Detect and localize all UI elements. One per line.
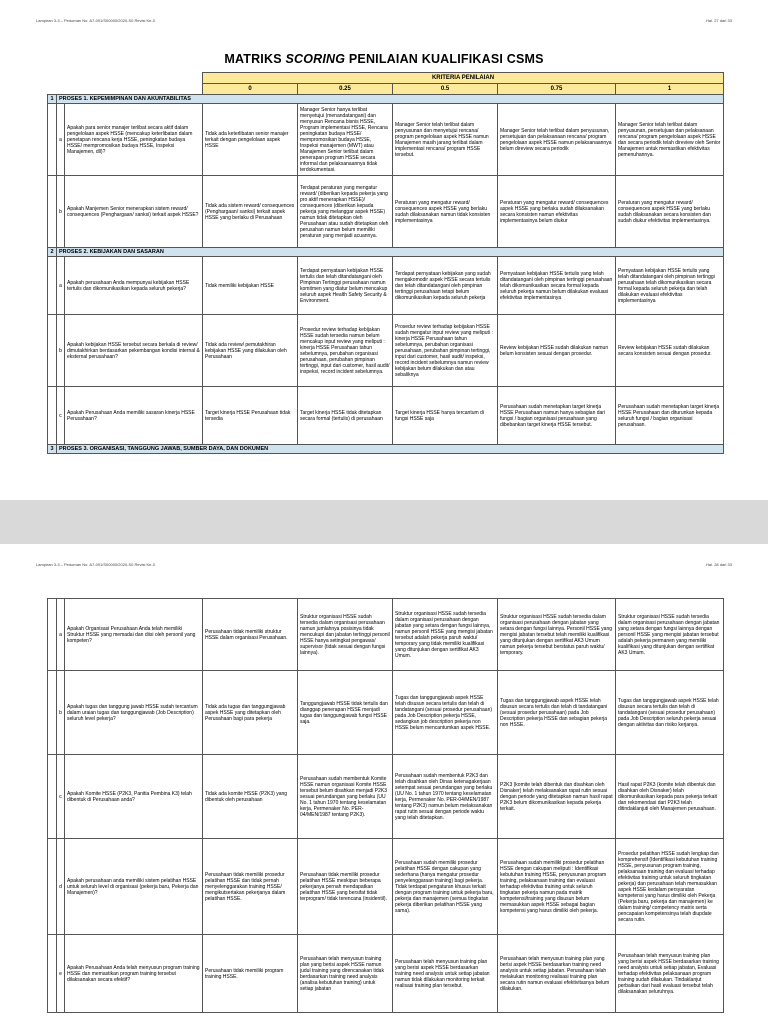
criteria-cell: Terdapat pernyataan kebijakan HSSE tertulis dan telah ditandatangani oleh Pimpinan Tertinggi perusahaan namun komitmen yang diatur belum mencakup seluruh aspek Health Safety Security & Environment. xyxy=(298,257,393,315)
criteria-cell: Perusahaan sudah membentuk Komite HSSE namun organisasi Komite HSSE tersebut belum disahkan menjadi P2K3 sesuai perundangan yang berlaku (UU No. 1 tahun 1970 tentang keselamatan kerja, Permenaker No. PER-04/MEN/1987 tentang P2K3). xyxy=(298,755,393,839)
section-title: PROSES 2. KEBIJAKAN DAN SASARAN xyxy=(57,248,724,257)
page-number: Hal. 28 dari 33 xyxy=(705,562,732,567)
criteria-cell: Perusahaan telah menyusun training plan yang berisi aspek HSSE berdasarkan training need analysis untuk setiap jabatan namun tidak dilakukan monitoring terkait realisasi training plan tersebut. xyxy=(393,935,498,1013)
criteria-cell: Tidak ada tugas dan tanggungjawab aspek HSSE yang ditetapkan oleh Perusahaan bagi para pekerja xyxy=(203,671,298,755)
scoring-matrix-table-continued xyxy=(47,598,724,1013)
criteria-cell: Perusahaan tidak memiliki program training HSSE. xyxy=(203,935,298,1013)
criteria-cell: Pernyataan kebijakan HSSE tertulis yang telah ditandatangani oleh pimpinan tertinggi perusahaan telah dikomunikasikan secara formal kepada seluruh pekerja dan telah dilakukan evaluasi efektivitas implementasinya xyxy=(616,257,724,315)
criteria-cell: Tugas dan tanggungjawab aspek HSSE telah disusun secara tertulis dan telah di tandatangani (sesuai prosedur perusahaan) pada Job Description pekerja HSSE dan sebagian pekerja non HSSE. xyxy=(498,671,616,755)
criteria-cell: Target kinerja HSSE Perusahaan tidak tersedia xyxy=(203,387,298,445)
page-header xyxy=(36,18,732,28)
table-row: b Apakah tugas dan tanggung jawab HSSE sudah tercantum dalam uraian tugas dan tanggungjawab (Job Description) seluruh level pekerja? Tidak ada tugas dan tanggungjawab aspek HSSE yang ditetapkan oleh Perusahaan bagi para pekerja Tanggungjawab HSSE tidak tertulis dan dianggap penerapan HSSE menjadi tugas dan tanggungjawab fungsi HSSE saja. Tugas dan tanggungjawab aspek HSSE telah disusun secara tertulis dan telah di tandatangani (sesuai prosedur perusahaan) pada Job Description pekerja HSSE, sedangkan job description pekerja non HSSE belum mencantumkan aspek HSSE. Tugas dan tanggungjawab aspek HSSE telah disusun secara tertulis dan telah di tandatangani (sesuai prosedur perusahaan) pada Job Description pekerja HSSE dan sebagian pekerja non HSSE. Tugas dan tanggungjawab aspek HSSE telah disusun secara tertulis dan telah di tandatangani (sesuai prosedur perusahaan) pada Job Description seluruh pekerja sesuai dengan aktivitas dan risiko kerjanya. xyxy=(48,671,724,755)
question-cell: Apakah kebijakan HSSE tersebut secara berkala di review/ dimutakhirkan berdasarkan pekembangan kondisi internal & eksternal perusahaan? xyxy=(65,315,203,387)
criteria-cell: Tidak ada review/ pemutakhiran kebijakan HSSE yang dilakukan oleh Perusahaan xyxy=(203,315,298,387)
section-row: 1 PROSES 1. KEPEMIMPINAN DAN AKUNTABILITAS xyxy=(48,95,724,104)
criteria-cell: Perusahaan tidak memiliki struktur HSSE dalam organisasi Perusahaan. xyxy=(203,599,298,671)
criteria-cell: Manager Senior telah terlibat dalam penyusunan, persetujuan dan pelaksanaan rencana/ program pengelolaan aspek HSSE dan secara periodik telah direview oleh Senior Manajemen untuk memastikan efektivitas pemenuhannya. xyxy=(616,104,724,176)
criteria-cell: Tidak memiliki kebijakan HSSE xyxy=(203,257,298,315)
criteria-cell: Pernyataan kebijakan HSSE tertulis yang telah ditandatangani oleh pimpinan tertinggi perusahaan telah dikomunikasikan secara formal kepada seluruh pekerja namun belum dilakukan evaluasi efektivitas implementasinya xyxy=(498,257,616,315)
criteria-cell: Peraturan yang mengatur reward/ consequences aspek HSSE yang berlaku sudah dilaksanakan secara konsisten dan sudah diukur efektivitas implementasinya. xyxy=(616,176,724,248)
criteria-cell: Manager Senior telah terlibat dalam penyusunan, persetujuan dan pelaksanaan rencana/ program pengelolaan aspek HSSE namun pelaksanaannya belum direview secara periodik xyxy=(498,104,616,176)
criteria-header: KRITERIA PENILAIAN xyxy=(203,73,724,84)
criteria-cell: Target kinerja HSSE hanya tercantum di fungsi HSSE saja xyxy=(393,387,498,445)
criteria-cell: Tugas dan tanggungjawab aspek HSSE telah disusun secara tertulis dan telah di tandatangani (sesuai prosedur perusahaan) pada Job Description pekerja HSSE, sedangkan job description pekerja non HSSE belum mencantumkan aspek HSSE. xyxy=(393,671,498,755)
header-left: Lampiran 3-3 – Pedoman No. A7-001/S00000/2020-S0 Revisi Ke-0 xyxy=(36,18,155,23)
page-header xyxy=(36,562,732,572)
table-row: c Apakah Perusahaan Anda memiliki sasaran kinerja HSSE Perusahaan? Target kinerja HSSE Perusahaan tidak tersedia Target kinerja HSSE tidak ditetapkan secara formal (tertulis) di perusahaan Target kinerja HSSE hanya tercantum di fungsi HSSE saja Perusahaan sudah menetapkan target kinerja HSSE Perusahaan namun hanya sebagian dari fungsi / bagian organisasi perusahaan yang dibebankan target kinerja HSSE tersebut. Perusahaan sudah menetapkan target kinerja HSSE Perusahaan dan diturunkan kepada seluruh fungsi / bagian organisasi perusahaan. xyxy=(48,387,724,445)
table-row: a Apakah perusahaan Anda mempunyai kebijakan HSSE tertulis dan dikomunikasikan kepada seluruh pekerja? Tidak memiliki kebijakan HSSE Terdapat pernyataan kebijakan HSSE tertulis dan telah ditandatangani oleh Pimpinan Tertinggi perusahaan namun komitmen yang diatur belum mencakup seluruh aspek Health Safety Security & Environment. Terdapat pernyataan kebijakan yang sudah mengakomodir aspek HSSE secara tertulis dan telah ditandatangani oleh pimpinan tertinggi perusahaan tetapi belum dikomunikasikan kepada seluruh pekerja Pernyataan kebijakan HSSE tertulis yang telah ditandatangani oleh pimpinan tertinggi perusahaan telah dikomunikasikan secara formal kepada seluruh pekerja namun belum dilakukan evaluasi efektivitas implementasinya Pernyataan kebijakan HSSE tertulis yang telah ditandatangani oleh pimpinan tertinggi perusahaan telah dikomunikasikan secara formal kepada seluruh pekerja dan telah dilakukan evaluasi efektivitas implementasinya xyxy=(48,257,724,315)
criteria-cell: Review kebijakan HSSE sudah dilakukan namun belum konsisten sesuai dengan prosedur. xyxy=(498,315,616,387)
criteria-cell: Manager Senior telah terlibat dalam penyusunan dan menyetujui rencana/ program pengelolaan aspek HSSE namun Manajemen masih jarang terlibat dalam implementasi rencana/ program HSSE tersebut. xyxy=(393,104,498,176)
criteria-cell: Struktur organisasi HSSE sudah tersedia dalam organisasi perusahaan dengan jabatan yang setara dengan fungsi lainnya. Personil HSSE yang mengisi jabatan tersebut telah memiliki kualifikasi yang ditunjukan dengan sertifikat AK3 Umum namun pekerja tersebut berstatus paruh waktu/ temporary. xyxy=(498,599,616,671)
criteria-cell: Perusahaan telah menyusun training plan yang berisi aspek HSSE berdasarkan training need analysis untuk setiap jabatan, Evaluasi terhadap efektivitas pelaksanaan program training sudah dilakukan. Tindaklanjut perbaikan dari hasil evaluasi tersebut telah dilaksanakan seluruhnya. xyxy=(616,935,724,1013)
table-row: b Apakah Manjemen Senior menerapkan sistem reward/ consequences (Penghargaan/ sanksi) terkait aspek HSSE? Tidak ada sistem reward/ consequences (Penghargaan/ sanksi) terkait aspek HSSE yang berlaku di Perusahaan Terdapat peraturan yang mengatur reward/ (diberikan kepada pekerja yang pro aktif menerapkan HSSE)/ consequences (diberikan kepada pekerja yang melanggar aspek HSSE) namun tidak ditetapkan oleh Perusahaan atau sudah ditetapkan oleh perusahan namun belum memiliki peraturan yang menjadi acuannya. Peraturan yang mengatur reward/ consequences aspek HSSE yang berlaku sudah dilaksanakan namun tidak konsisten implementasinya Peraturan yang mengatur reward/ consequences aspek HSSE yang berlaku sudah dilaksanakan secara konsisten namun efektivitas implementasinya belum diukur Peraturan yang mengatur reward/ consequences aspek HSSE yang berlaku sudah dilaksanakan secara konsisten dan sudah diukur efektivitas implementasinya. xyxy=(48,176,724,248)
criteria-cell: Perusahaan tidak memiliki prosedur pelatihan HSSE dan tidak pernah menyelenggarakan training HSSE/ mengikutsertakan pekerjanya dalam pelatihan HSSE. xyxy=(203,839,298,935)
scoring-matrix-table xyxy=(47,72,724,454)
score-header: 0.75 xyxy=(498,84,616,95)
criteria-cell: Perusahaan sudah menetapkan target kinerja HSSE Perusahaan namun hanya sebagian dari fungsi / bagian organisasi perusahaan yang dibebankan target kinerja HSSE tersebut. xyxy=(498,387,616,445)
question-cell: Apakah perusahaan anda memiliki sistem pelatihan HSSE untuk seluruh level di organisasi (pekerja baru, Pekerja dan Manajemen)? xyxy=(65,839,203,935)
page-number: Hal. 27 dari 33 xyxy=(705,18,732,23)
question-cell: Apakah Perusahaan Anda telah menyusun program training HSSE dan memastikan program training tersebut dilaksanakan secara efektif? xyxy=(65,935,203,1013)
criteria-cell: Prosedur review terhadap kebijakan HSSE sudah mengatur input review yang meliputi : kinerja HSSE Perusahaan tahun sebelumnya, perubahan organisasi perusahaan, perubahan pimpinan tertinggi, input dari customer, hasil audit/ inspeksi, record incident sebelumnya namun review kebijakan belum dilakukan dan atau sebaliknya xyxy=(393,315,498,387)
criteria-cell: Perusahaan telah menyusun training plan yang berisi aspek HSSE namun judul training yang direncanakan tidak berdasarkan training need analysis (analisa kebutuhan training) untuk setiap jabatan xyxy=(298,935,393,1013)
section-title: PROSES 3. ORGANISASI, TANGGUNG JAWAB, SUMBER DAYA, DAN DOKUMEN xyxy=(57,445,724,454)
question-cell: Apakah para senior manajer terlibat secara aktif dalam pengelolaan aspek HSSE (mencakup keterlibatan dalam penetapan rencana kerja HSSE, peningkatan budaya HSSE/ mempromosikan budaya HSSE, Inspeksi Manajemen, dll)? xyxy=(65,104,203,176)
criteria-cell: Terdapat peraturan yang mengatur reward/ (diberikan kepada pekerja yang pro aktif menerapkan HSSE)/ consequences (diberikan kepada pekerja yang melanggar aspek HSSE) namun tidak ditetapkan oleh Perusahaan atau sudah ditetapkan oleh perusahan namun belum memiliki peraturan yang menjadi acuannya. xyxy=(298,176,393,248)
criteria-cell: Peraturan yang mengatur reward/ consequences aspek HSSE yang berlaku sudah dilaksanakan namun tidak konsisten implementasinya xyxy=(393,176,498,248)
criteria-cell: Perusahaan sudah memiliki prosedur pelatihan HSSE dengan cakupan yang sederhana (hanya mengatur prosedur penyelenggaraan training) bagi pekerja. Tidak terdapat pengaturan khusus terkait dengan program training untuk pekerja baru, pekerja dan manajemen (semua tingkatan pekerja diberikan pelatihan HSSE yang sama). xyxy=(393,839,498,935)
criteria-cell: P2K3 (komite telah dibentuk dan disahkan oleh Disnaker) telah melaksanakan rapat rutin sesuai dengan periode yang ditetapkan namun hasil rapat P2K3 belum dikomunikasikan kepada pekerja terkait. xyxy=(498,755,616,839)
section-row: 3 PROSES 3. ORGANISASI, TANGGUNG JAWAB, SUMBER DAYA, DAN DOKUMEN xyxy=(48,445,724,454)
question-cell: Apakah perusahaan Anda mempunyai kebijakan HSSE tertulis dan dikomunikasikan kepada seluruh pekerja? xyxy=(65,257,203,315)
criteria-cell: Manager Senior hanya terlibat menyetujui (menandatangani) dan menyusun Rencana bisnis HSSE, Program implementasi HSSE, Rencana peningkatan budaya HSSE/ mempromosikan budaya HSSE, Inspeksi manajemen (MWT) atau Manajemen Senior terlibat dalam penerapan program HSSE secara informal dan pelaksanaannya tidak terdokumentasi. xyxy=(298,104,393,176)
criteria-cell: Perusahaan tidak memiliki prosedur pelatihan HSSE meskipun beberapa pekerjanya pernah mendapatkan pelatihan HSSE yang bersifat tidak terprogram/ tidak terencana (insidentil). xyxy=(298,839,393,935)
score-header: 0.5 xyxy=(393,84,498,95)
criteria-cell: Perusahaan sudah menetapkan target kinerja HSSE Perusahaan dan diturunkan kepada seluruh fungsi / bagian organisasi perusahaan. xyxy=(616,387,724,445)
criteria-cell: Perusahaan telah menyusun training plan yang berisi aspek HSSE berdasarkan training need analysis untuk setiap jabatan. Perusahaan telah melakukan monitoring realisasi training plan secara rutin namun evaluasi efektivitasnya belum dilakukan. xyxy=(498,935,616,1013)
question-cell: Apakah Organisasi Perusahaan Anda telah memiliki Struktur HSSE yang memadai dan diisi oleh personil yang kompeten? xyxy=(65,599,203,671)
criteria-cell: Review kebijakan HSSE sudah dilakukan secara konsisten sesuai dengan prosedur. xyxy=(616,315,724,387)
header-left: Lampiran 3-3 – Pedoman No. A7-001/S00000/2020-S0 Revisi Ke-0 xyxy=(36,562,155,567)
table-row: e Apakah Perusahaan Anda telah menyusun program training HSSE dan memastikan program training tersebut dilaksanakan secara efektif? Perusahaan tidak memiliki program training HSSE. Perusahaan telah menyusun training plan yang berisi aspek HSSE namun judul training yang direncanakan tidak berdasarkan training need analysis (analisa kebutuhan training) untuk setiap jabatan Perusahaan telah menyusun training plan yang berisi aspek HSSE berdasarkan training need analysis untuk setiap jabatan namun tidak dilakukan monitoring terkait realisasi training plan tersebut. Perusahaan telah menyusun training plan yang berisi aspek HSSE berdasarkan training need analysis untuk setiap jabatan. Perusahaan telah melakukan monitoring realisasi training plan secara rutin namun evaluasi efektivitasnya belum dilakukan. Perusahaan telah menyusun training plan yang berisi aspek HSSE berdasarkan training need analysis untuk setiap jabatan, Evaluasi terhadap efektivitas pelaksanaan program training sudah dilakukan. Tindaklanjut perbaikan dari hasil evaluasi tersebut telah dilaksanakan seluruhnya. xyxy=(48,935,724,1013)
criteria-cell: Prosedur pelatihan HSSE sudah lengkap dan komprehensif (Identifikasi kebutuhan training HSSE, penyusunan program training, pelaksanaan training dan evaluasi terhadap efektivitas training untuk seluruh tingkatan pekerja) dan perusahaan telah memasukkan aspek HSSE kedalam persyaratan kompetensi yang harus dimiliki oleh Pekerja (Pekerja baru, pekerja dan manajemen) ke dalam training/ competency matrix serta pencapaian kompetensinya telah diupdate secara rutin. xyxy=(616,839,724,935)
criteria-cell: Prosedur review terhadap kebijakan HSSE sudah tersedia namun belum mencakup input review yang meliputi : kinerja HSSE Perusahaan tahun sebelumnya, perubahan organisasi perusahaan, perubahan pimpinan tertinggi, input dari customer, hasil audit/ inspeksi, record incident sebelumnya. xyxy=(298,315,393,387)
criteria-cell: Terdapat pernyataan kebijakan yang sudah mengakomodir aspek HSSE secara tertulis dan telah ditandatangani oleh pimpinan tertinggi perusahaan tetapi belum dikomunikasikan kepada seluruh pekerja xyxy=(393,257,498,315)
table-row: d Apakah perusahaan anda memiliki sistem pelatihan HSSE untuk seluruh level di organisasi (pekerja baru, Pekerja dan Manajemen)? Perusahaan tidak memiliki prosedur pelatihan HSSE dan tidak pernah menyelenggarakan training HSSE/ mengikutsertakan pekerjanya dalam pelatihan HSSE. Perusahaan tidak memiliki prosedur pelatihan HSSE meskipun beberapa pekerjanya pernah mendapatkan pelatihan HSSE yang bersifat tidak terprogram/ tidak terencana (insidentil). Perusahaan sudah memiliki prosedur pelatihan HSSE dengan cakupan yang sederhana (hanya mengatur prosedur penyelenggaraan training) bagi pekerja. Tidak terdapat pengaturan khusus terkait dengan program training untuk pekerja baru, pekerja dan manajemen (semua tingkatan pekerja diberikan pelatihan HSSE yang sama). Perusahaan sudah memiliki prosedur pelatihan HSSE dengan cakupan meliputi : Identifikasi kebutuhan training HSSE, penyusunan program training, pelaksanaan training dan evaluasi terhadap efektivitas training untuk seluruh tingkatan pekerja namun pada matrik kompetensi/training yang disusun belum memasukkan aspek HSSE sebagai bagian kompetensi yang harus dimiliki oleh pekerja. Prosedur pelatihan HSSE sudah lengkap dan komprehensif (Identifikasi kebutuhan training HSSE, penyusunan program training, pelaksanaan training dan evaluasi terhadap efektivitas training untuk seluruh tingkatan pekerja) dan perusahaan telah memasukkan aspek HSSE kedalam persyaratan kompetensi yang harus dimiliki oleh Pekerja (Pekerja baru, pekerja dan manajemen) ke dalam training/ competency matrix serta pencapaian kompetensinya telah diupdate secara rutin. xyxy=(48,839,724,935)
question-cell: Apakah Perusahaan Anda memiliki sasaran kinerja HSSE Perusahaan? xyxy=(65,387,203,445)
table-row: a Apakah Organisasi Perusahaan Anda telah memiliki Struktur HSSE yang memadai dan diisi oleh personil yang kompeten? Perusahaan tidak memiliki struktur HSSE dalam organisasi Perusahaan. Struktur organisasi HSSE sudah tersedia dalam organisasi perusahaan namun jumlahnya posisinya tidak mencukupi dan jabatan tertinggi personil HSSE hanya setingkat pengawas/ supervisor (tidak sesuai dengan fungsi lainnya). Struktur organisasi HSSE sudah tersedia dalam organisasi perusahaan dengan jabatan yang setara dengan fungsi lainnya, namun personil HSSE yang mengisi jabatan tersebut adalah pekerja paruh waktu/ temporary yang tidak memiliki kualifikasi yang ditunjukan dengan sertifikat AK3 Umum. Struktur organisasi HSSE sudah tersedia dalam organisasi perusahaan dengan jabatan yang setara dengan fungsi lainnya. Personil HSSE yang mengisi jabatan tersebut telah memiliki kualifikasi yang ditunjukan dengan sertifikat AK3 Umum namun pekerja tersebut berstatus paruh waktu/ temporary. Struktur organisasi HSSE sudah tersedia dalam organisasi perusahaan dengan jabatan yang setara dengan fungsi lainnya dengan personil HSSE yang mengisi jabatan tersebut adalah pekerja permanen yang memiliki kualifikasi yang ditunjukan dengan sertifikat AK3 Umum. xyxy=(48,599,724,671)
score-header: 1 xyxy=(616,84,724,95)
score-header: 0.25 xyxy=(298,84,393,95)
criteria-cell: Tugas dan tanggungjawab aspek HSSE telah disusun secara tertulis dan telah di tandatangani (sesuai prosedur perusahaan) pada Job Description seluruh pekerja sesuai dengan aktivitas dan risiko kerjanya. xyxy=(616,671,724,755)
table-row: b Apakah kebijakan HSSE tersebut secara berkala di review/ dimutakhirkan berdasarkan pekembangan kondisi internal & eksternal perusahaan? Tidak ada review/ pemutakhiran kebijakan HSSE yang dilakukan oleh Perusahaan Prosedur review terhadap kebijakan HSSE sudah tersedia namun belum mencakup input review yang meliputi : kinerja HSSE Perusahaan tahun sebelumnya, perubahan organisasi perusahaan, perubahan pimpinan tertinggi, input dari customer, hasil audit/ inspeksi, record incident sebelumnya. Prosedur review terhadap kebijakan HSSE sudah mengatur input review yang meliputi : kinerja HSSE Perusahaan tahun sebelumnya, perubahan organisasi perusahaan, perubahan pimpinan tertinggi, input dari customer, hasil audit/ inspeksi, record incident sebelumnya namun review kebijakan belum dilakukan dan atau sebaliknya Review kebijakan HSSE sudah dilakukan namun belum konsisten sesuai dengan prosedur. Review kebijakan HSSE sudah dilakukan secara konsisten sesuai dengan prosedur. xyxy=(48,315,724,387)
question-cell: Apakah tugas dan tanggung jawab HSSE sudah tercantum dalam uraian tugas dan tanggungjawab (Job Description) seluruh level pekerja? xyxy=(65,671,203,755)
criteria-cell: Perusahaan sudah membentuk P2K3 dan telah disahkan oleh Dinas ketenagakerjaan setempat sesuai perundangan yang berlaku (UU No. 1 tahun 1970 tentang keselamatan kerja, Permenaker No. PER-04/MEN/1987 tentang P2K3) namun belum melaksanakan rapat rutin sesuai dengan periode waktu yang telah ditetapkan. xyxy=(393,755,498,839)
question-cell: Apakah Komite HSSE (P2K3, Panitia Pembina K3) telah dibentuk di Perusahaan anda? xyxy=(65,755,203,839)
criteria-cell: Struktur organisasi HSSE sudah tersedia dalam organisasi perusahaan dengan jabatan yang setara dengan fungsi lainnya, namun personil HSSE yang mengisi jabatan tersebut adalah pekerja paruh waktu/ temporary yang tidak memiliki kualifikasi yang ditunjukan dengan sertifikat AK3 Umum. xyxy=(393,599,498,671)
table-row: c Apakah Komite HSSE (P2K3, Panitia Pembina K3) telah dibentuk di Perusahaan anda? Tidak ada komite HSSE (P2K3) yang dibentuk oleh perusahaan Perusahaan sudah membentuk Komite HSSE namun organisasi Komite HSSE tersebut belum disahkan menjadi P2K3 sesuai perundangan yang berlaku (UU No. 1 tahun 1970 tentang keselamatan kerja, Permenaker No. PER-04/MEN/1987 tentang P2K3). Perusahaan sudah membentuk P2K3 dan telah disahkan oleh Dinas ketenagakerjaan setempat sesuai perundangan yang berlaku (UU No. 1 tahun 1970 tentang keselamatan kerja, Permenaker No. PER-04/MEN/1987 tentang P2K3) namun belum melaksanakan rapat rutin sesuai dengan periode waktu yang telah ditetapkan. P2K3 (komite telah dibentuk dan disahkan oleh Disnaker) telah melaksanakan rapat rutin sesuai dengan periode yang ditetapkan namun hasil rapat P2K3 belum dikomunikasikan kepada pekerja terkait. Hasil rapat P2K3 (komite telah dibentuk dan disahkan oleh Disnaker) telah dikomunikasikan kepada para pekerja terkait dan rekomendasi dari P2K3 telah ditindaklanjuti oleh Manajemen perusahaan. xyxy=(48,755,724,839)
document-page-28 xyxy=(0,544,768,1024)
page-gap xyxy=(0,500,768,544)
document-page-27 xyxy=(0,0,768,500)
score-header: 0 xyxy=(203,84,298,95)
criteria-cell: Tidak ada keterlibatan senior manajer terkait dengan pengelolaan aspek HSSE xyxy=(203,104,298,176)
criteria-cell: Perusahaan sudah memiliki prosedur pelatihan HSSE dengan cakupan meliputi : Identifikasi kebutuhan training HSSE, penyusunan program training, pelaksanaan training dan evaluasi terhadap efektivitas training untuk seluruh tingkatan pekerja namun pada matrik kompetensi/training yang disusun belum memasukkan aspek HSSE sebagai bagian kompetensi yang harus dimiliki oleh pekerja. xyxy=(498,839,616,935)
question-cell: Apakah Manjemen Senior menerapkan sistem reward/ consequences (Penghargaan/ sanksi) terkait aspek HSSE? xyxy=(65,176,203,248)
criteria-cell: Struktur organisasi HSSE sudah tersedia dalam organisasi perusahaan namun jumlahnya posisinya tidak mencukupi dan jabatan tertinggi personil HSSE hanya setingkat pengawas/ supervisor (tidak sesuai dengan fungsi lainnya). xyxy=(298,599,393,671)
criteria-cell: Tanggungjawab HSSE tidak tertulis dan dianggap penerapan HSSE menjadi tugas dan tanggungjawab fungsi HSSE saja. xyxy=(298,671,393,755)
criteria-cell: Target kinerja HSSE tidak ditetapkan secara formal (tertulis) di perusahaan xyxy=(298,387,393,445)
criteria-cell: Hasil rapat P2K3 (komite telah dibentuk dan disahkan oleh Disnaker) telah dikomunikasikan kepada para pekerja terkait dan rekomendasi dari P2K3 telah ditindaklanjuti oleh Manajemen perusahaan. xyxy=(616,755,724,839)
criteria-cell: Tidak ada sistem reward/ consequences (Penghargaan/ sanksi) terkait aspek HSSE yang berlaku di Perusahaan xyxy=(203,176,298,248)
criteria-cell: Peraturan yang mengatur reward/ consequences aspek HSSE yang berlaku sudah dilaksanakan secara konsisten namun efektivitas implementasinya belum diukur xyxy=(498,176,616,248)
criteria-cell: Struktur organisasi HSSE sudah tersedia dalam organisasi perusahaan dengan jabatan yang setara dengan fungsi lainnya dengan personil HSSE yang mengisi jabatan tersebut adalah pekerja permanen yang memiliki kualifikasi yang ditunjukan dengan sertifikat AK3 Umum. xyxy=(616,599,724,671)
document-title: MATRIKS SCORING PENILAIAN KUALIFIKASI CSMS xyxy=(224,52,544,66)
table-row: a Apakah para senior manajer terlibat secara aktif dalam pengelolaan aspek HSSE (mencakup keterlibatan dalam penetapan rencana kerja HSSE, peningkatan budaya HSSE/ mempromosikan budaya HSSE, Inspeksi Manajemen, dll)? Tidak ada keterlibatan senior manajer terkait dengan pengelolaan aspek HSSE Manager Senior hanya terlibat menyetujui (menandatangani) dan menyusun Rencana bisnis HSSE, Program implementasi HSSE, Rencana peningkatan budaya HSSE/ mempromosikan budaya HSSE, Inspeksi manajemen (MWT) atau Manajemen Senior terlibat dalam penerapan program HSSE secara informal dan pelaksanaannya tidak terdokumentasi. Manager Senior telah terlibat dalam penyusunan dan menyetujui rencana/ program pengelolaan aspek HSSE namun Manajemen masih jarang terlibat dalam implementasi rencana/ program HSSE tersebut. Manager Senior telah terlibat dalam penyusunan, persetujuan dan pelaksanaan rencana/ program pengelolaan aspek HSSE namun pelaksanaannya belum direview secara periodik Manager Senior telah terlibat dalam penyusunan, persetujuan dan pelaksanaan rencana/ program pengelolaan aspek HSSE dan secara periodik telah direview oleh Senior Manajemen untuk memastikan efektivitas pemenuhannya. xyxy=(48,104,724,176)
section-title: PROSES 1. KEPEMIMPINAN DAN AKUNTABILITAS xyxy=(57,95,724,104)
criteria-cell: Tidak ada komite HSSE (P2K3) yang dibentuk oleh perusahaan xyxy=(203,755,298,839)
section-row: 2 PROSES 2. KEBIJAKAN DAN SASARAN xyxy=(48,248,724,257)
